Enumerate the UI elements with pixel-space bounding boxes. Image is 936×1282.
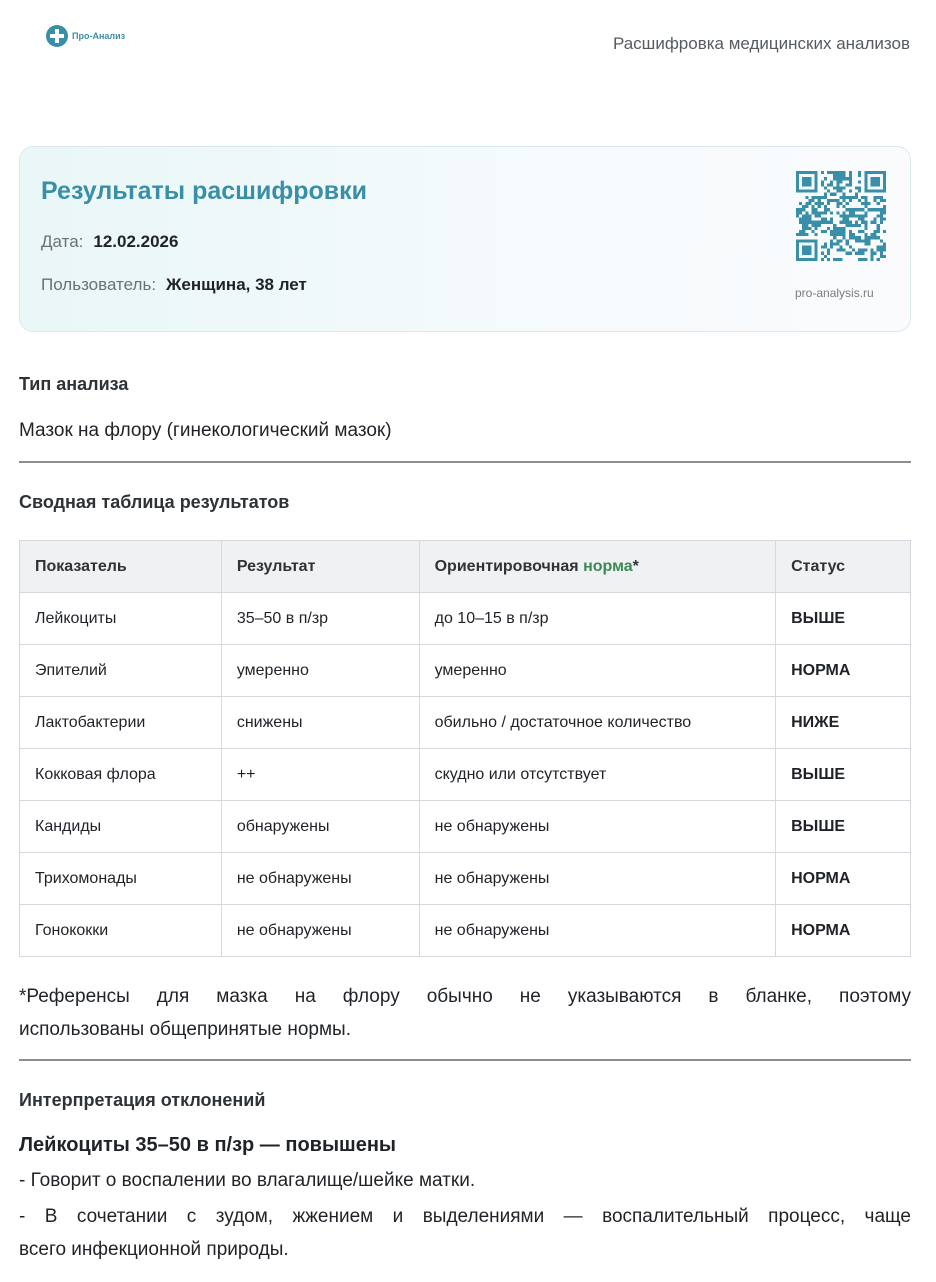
cell-reference: не обнаружены	[419, 905, 775, 957]
footnote-line: использованы общепринятые нормы.	[19, 1019, 351, 1040]
summary-heading: Сводная таблица результатов	[19, 492, 290, 512]
analysis-type-value: Мазок на флору (гинекологический мазок)	[19, 420, 392, 441]
cell-result: умеренно	[221, 645, 419, 697]
cell-indicator: Кокковая флора	[20, 749, 222, 801]
cell-result: обнаружены	[221, 801, 419, 853]
reference-prefix: Ориентировочная	[434, 557, 584, 575]
status-badge: НОРМА	[776, 853, 911, 905]
table-row	[20, 593, 911, 645]
cell-reference: не обнаружены	[419, 801, 775, 853]
col-header-indicator: Показатель	[20, 541, 222, 593]
logo-text: Про-Анализ	[72, 31, 126, 41]
status-badge: ВЫШЕ	[776, 749, 911, 801]
medical-cross-icon	[46, 25, 68, 47]
cell-result: ++	[221, 749, 419, 801]
cell-reference: обильно / достаточное количество	[419, 697, 775, 749]
col-header-status: Статус	[776, 541, 911, 593]
status-badge: НИЖЕ	[776, 697, 911, 749]
interpretation-bullet	[19, 1200, 911, 1266]
table-row	[20, 801, 911, 853]
results-title: Результаты расшифровки	[41, 177, 368, 205]
header-title: Расшифровка медицинских анализов	[612, 34, 910, 53]
user-label: Пользователь:	[41, 275, 157, 294]
user-value: Женщина, 38 лет	[166, 275, 307, 294]
status-badge: НОРМА	[776, 645, 911, 697]
results-card	[19, 146, 911, 332]
user-row	[41, 275, 307, 295]
table-row	[20, 853, 911, 905]
interpretation-item-title: Лейкоциты 35–50 в п/зр — повышены	[19, 1134, 396, 1156]
table-row	[20, 645, 911, 697]
cell-indicator: Лактобактерии	[20, 697, 222, 749]
cell-indicator: Лейкоциты	[20, 593, 222, 645]
results-table	[19, 540, 911, 957]
footnote-line: *Референсы для мазка на флору обычно не указываются в бланке, поэтому	[19, 986, 911, 1007]
qr-code-icon	[796, 171, 886, 261]
logo[interactable]	[46, 25, 125, 47]
cell-result: снижены	[221, 697, 419, 749]
table-row	[20, 749, 911, 801]
reference-norm-word: норма	[583, 557, 633, 575]
site-link[interactable]: pro-analysis.ru	[795, 286, 874, 300]
date-row	[41, 232, 178, 252]
status-badge: НОРМА	[776, 905, 911, 957]
divider	[19, 1059, 911, 1061]
cell-result: 35–50 в п/зр	[221, 593, 419, 645]
date-label: Дата:	[41, 232, 84, 251]
cell-indicator: Гонококки	[20, 905, 222, 957]
date-value: 12.02.2026	[93, 232, 179, 251]
footnote	[19, 980, 911, 1046]
cell-indicator: Кандиды	[20, 801, 222, 853]
table-row	[20, 905, 911, 957]
status-badge: ВЫШЕ	[776, 593, 911, 645]
table-row	[20, 697, 911, 749]
col-header-reference	[419, 541, 775, 593]
interpretation-heading: Интерпретация отклонений	[19, 1090, 266, 1110]
interpretation-line: всего инфекционной природы.	[19, 1239, 289, 1260]
status-badge: ВЫШЕ	[776, 801, 911, 853]
cell-indicator: Эпителий	[20, 645, 222, 697]
cell-indicator: Трихомонады	[20, 853, 222, 905]
col-header-result: Результат	[221, 541, 419, 593]
cell-reference: не обнаружены	[419, 853, 775, 905]
divider	[19, 461, 911, 463]
interpretation-bullet: - Говорит о воспалении во влагалище/шейке матки.	[19, 1170, 476, 1191]
cell-result: не обнаружены	[221, 905, 419, 957]
reference-suffix: *	[632, 557, 639, 575]
cell-reference: умеренно	[419, 645, 775, 697]
interpretation-line: - В сочетании с зудом, жжением и выделениями — воспалительный процесс, чаще	[19, 1206, 911, 1227]
cell-reference: до 10–15 в п/зр	[419, 593, 775, 645]
cell-reference: скудно или отсутствует	[419, 749, 775, 801]
table-header-row	[20, 541, 911, 593]
page-header	[0, 0, 936, 80]
analysis-type-heading: Тип анализа	[19, 374, 129, 394]
cell-result: не обнаружены	[221, 853, 419, 905]
